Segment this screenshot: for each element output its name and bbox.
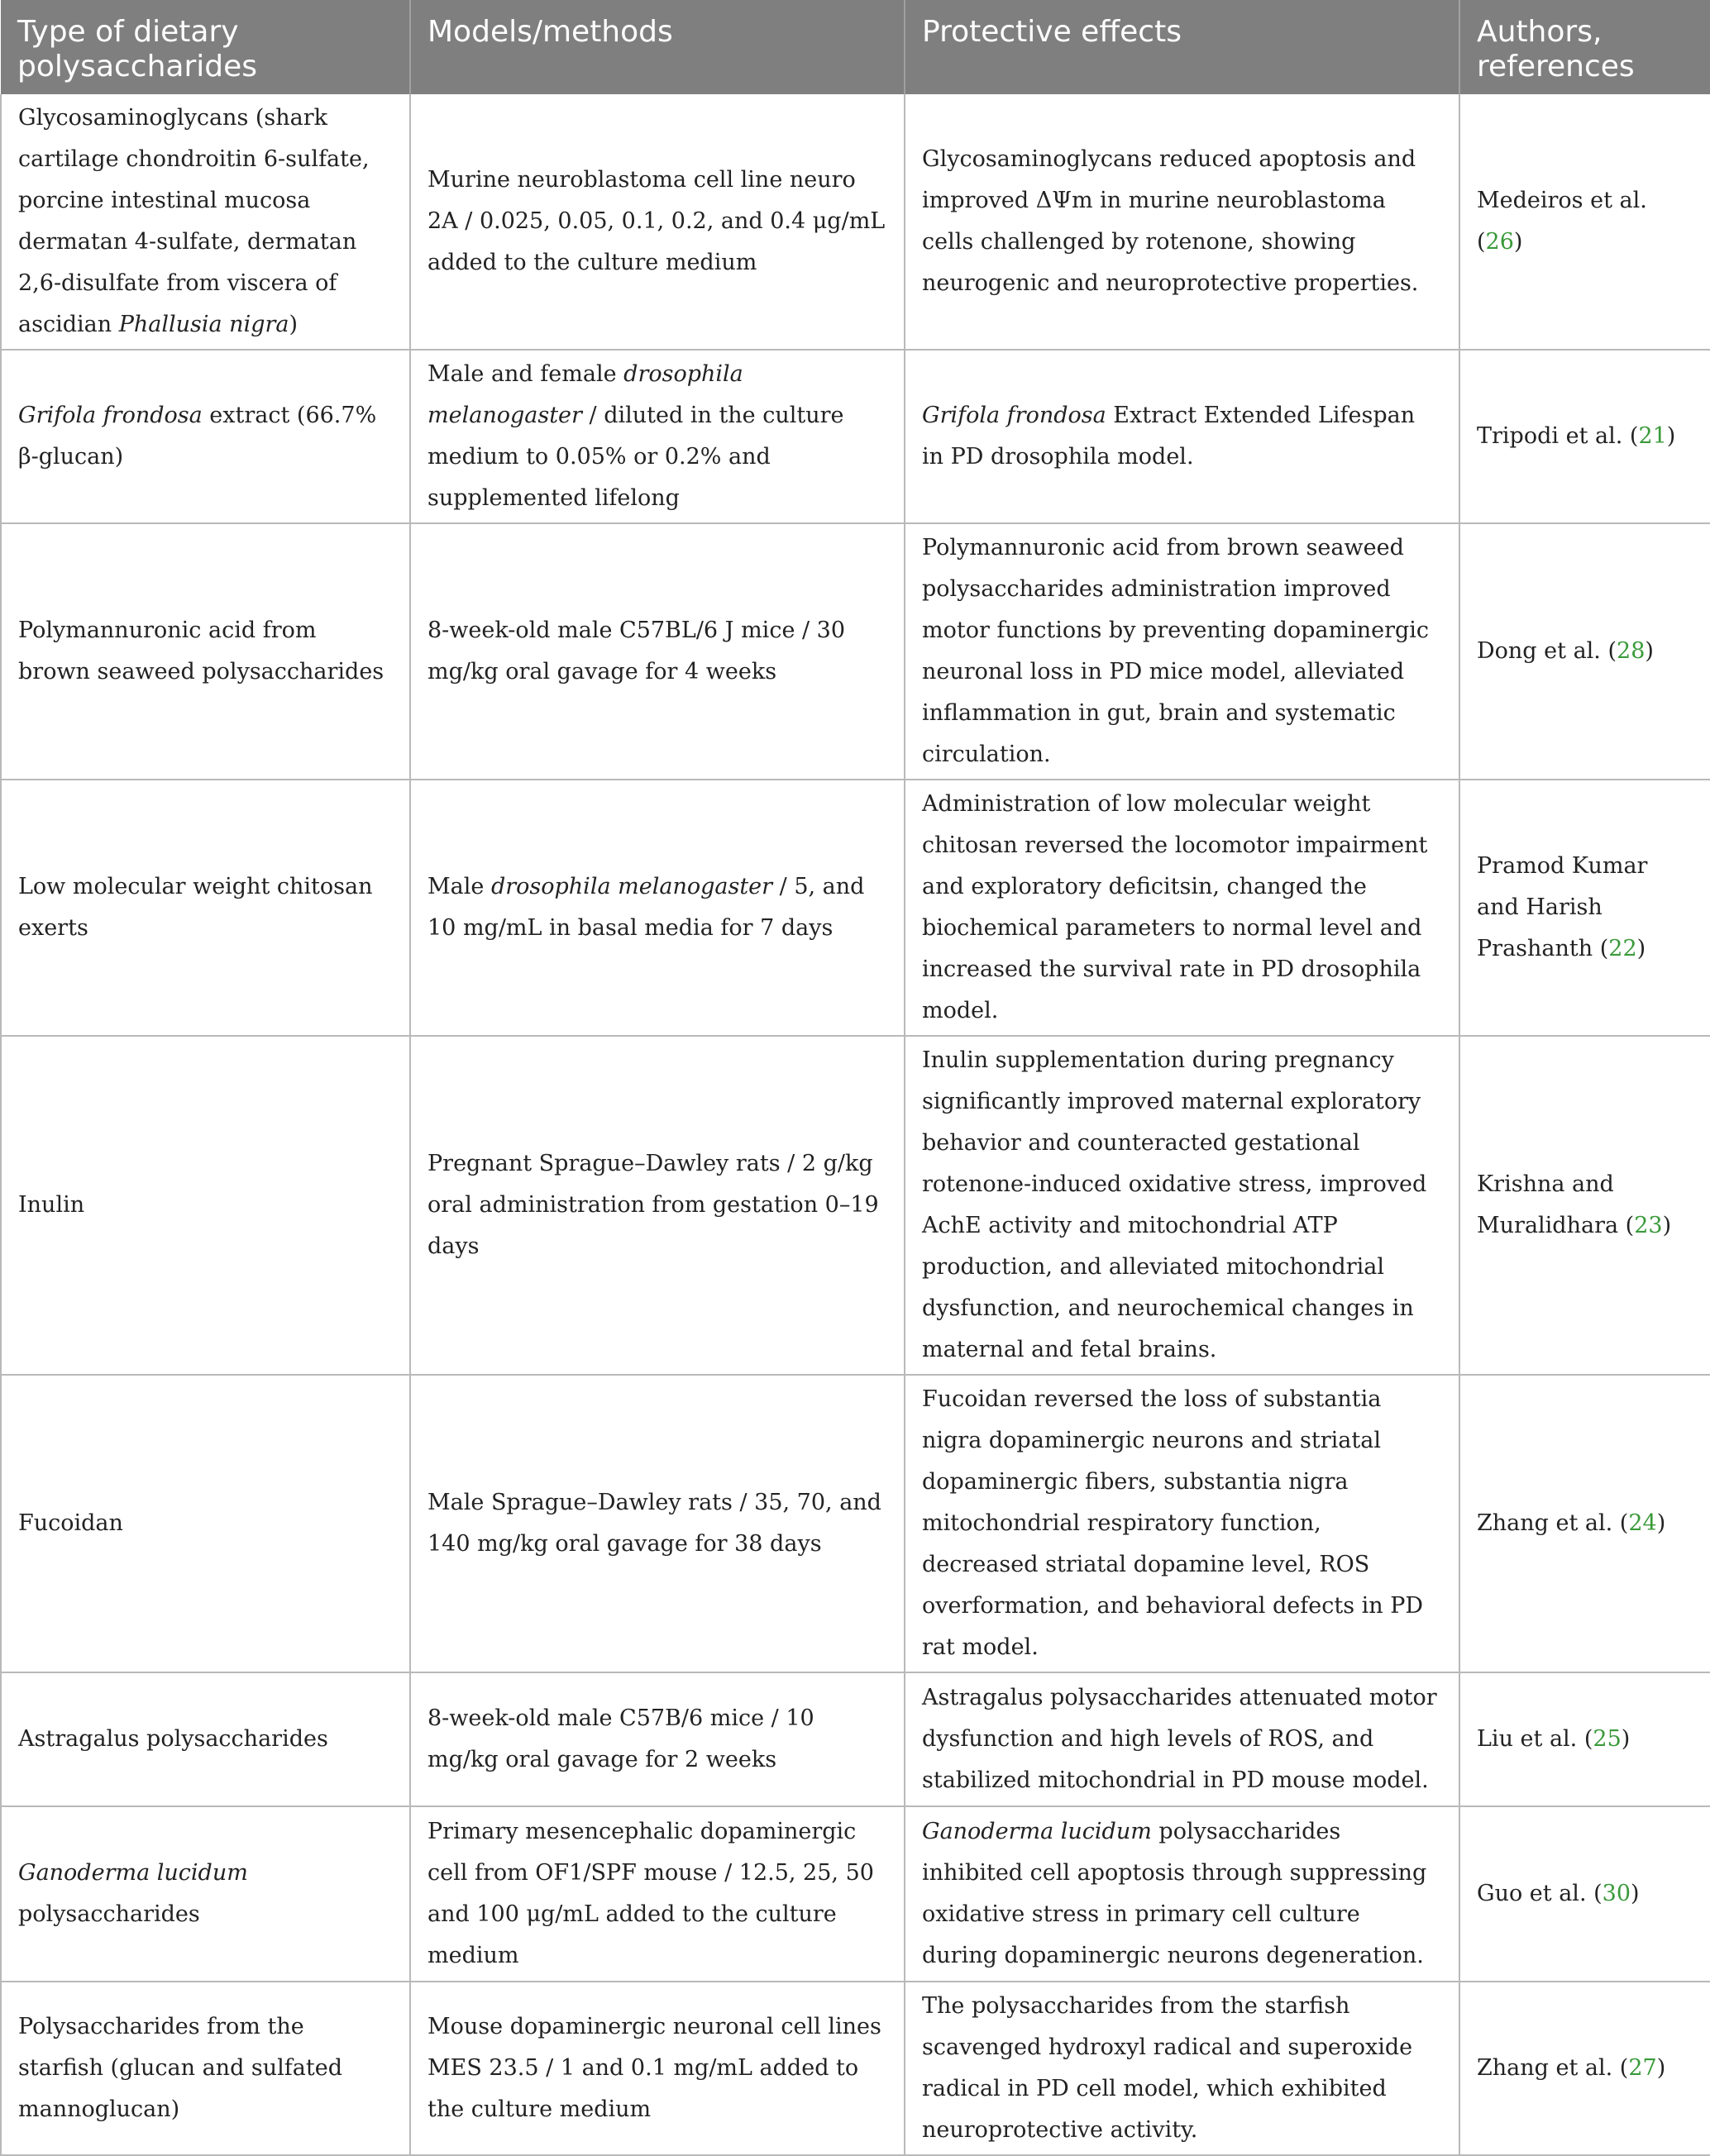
cell-effect: Astragalus polysaccharides attenuated motor dysfunction and high levels of ROS, and stabilized mitochondrial in PD mouse model.: [905, 1672, 1459, 1806]
reference-link[interactable]: 25: [1593, 1726, 1622, 1752]
cell-method: 8-week-old male C57BL/6 J mice / 30 mg/kg oral gavage for 4 weeks: [410, 523, 905, 780]
cell-effect: Inulin supplementation during pregnancy significantly improved maternal exploratory behavior and counteracted gestational rotenone-induced oxidative stress, improved AchE activity and mitochondrial ATP production, and alleviated mitochondrial dysfunction, and neurochemical changes in maternal and fetal brains.: [905, 1036, 1459, 1375]
cell-author: Zhang et al. (24): [1459, 1375, 1710, 1672]
cell-author: Liu et al. (25): [1459, 1672, 1710, 1806]
table-row: [1, 1672, 1710, 1806]
cell-effect: Grifola frondosa Extract Extended Lifespan in PD drosophila model.: [905, 350, 1459, 523]
cell-effect: Fucoidan reversed the loss of substantia nigra dopaminergic neurons and striatal dopaminergic fibers, substantia nigra mitochondrial respiratory function, decreased striatal dopamine level, ROS overformation, and behavioral defects in PD rat model.: [905, 1375, 1459, 1672]
table-row: [1, 1036, 1710, 1375]
header-effects: Protective effects: [905, 0, 1459, 94]
table-row: [1, 350, 1710, 523]
header-methods: Models/methods: [410, 0, 905, 94]
reference-link[interactable]: 21: [1638, 423, 1667, 449]
cell-type: Low molecular weight chitosan exerts: [1, 780, 410, 1036]
cell-author: Dong et al. (28): [1459, 523, 1710, 780]
cell-type: Inulin: [1, 1036, 410, 1375]
header-type: Type of dietary polysaccharides: [1, 0, 410, 94]
cell-effect: Glycosaminoglycans reduced apoptosis and improved ΔΨm in murine neuroblastoma cells challenged by rotenone, showing neurogenic and neuroprotective properties.: [905, 94, 1459, 350]
cell-method: Mouse dopaminergic neuronal cell lines MES 23.5 / 1 and 0.1 mg/mL added to the culture medium: [410, 1982, 905, 2155]
cell-method: Pregnant Sprague–Dawley rats / 2 g/kg oral administration from gestation 0–19 days: [410, 1036, 905, 1375]
cell-method: 8-week-old male C57B/6 mice / 10 mg/kg oral gavage for 2 weeks: [410, 1672, 905, 1806]
cell-author: Zhang et al. (27): [1459, 1982, 1710, 2155]
cell-author: Guo et al. (30): [1459, 1806, 1710, 1982]
header-authors: Authors, references: [1459, 0, 1710, 94]
table-row: [1, 1806, 1710, 1982]
cell-type: Ganoderma lucidum polysaccharides: [1, 1806, 410, 1982]
reference-link[interactable]: 27: [1628, 2055, 1657, 2081]
cell-author: Pramod Kumar and Harish Prashanth (22): [1459, 780, 1710, 1036]
cell-method: Murine neuroblastoma cell line neuro 2A / 0.025, 0.05, 0.1, 0.2, and 0.4 μg/mL added to the culture medium: [410, 94, 905, 350]
cell-type: Polymannuronic acid from brown seaweed polysaccharides: [1, 523, 410, 780]
cell-type: Astragalus polysaccharides: [1, 1672, 410, 1806]
cell-type: Grifola frondosa extract (66.7% β-glucan): [1, 350, 410, 523]
reference-link[interactable]: 30: [1602, 1881, 1631, 1906]
reference-link[interactable]: 23: [1634, 1213, 1663, 1238]
cell-type: Fucoidan: [1, 1375, 410, 1672]
table-row: [1, 523, 1710, 780]
reference-link[interactable]: 26: [1485, 229, 1514, 255]
cell-method: Male and female drosophila melanogaster / diluted in the culture medium to 0.05% or 0.2% and supplemented lifelong: [410, 350, 905, 523]
cell-author: Tripodi et al. (21): [1459, 350, 1710, 523]
table-row: [1, 780, 1710, 1036]
cell-effect: Polymannuronic acid from brown seaweed polysaccharides administration improved motor functions by preventing dopaminergic neuronal loss in PD mice model, alleviated inflammation in gut, brain and systematic circulation.: [905, 523, 1459, 780]
cell-effect: Ganoderma lucidum polysaccharides inhibited cell apoptosis through suppressing oxidative stress in primary cell culture during dopaminergic neurons degeneration.: [905, 1806, 1459, 1982]
cell-method: Male drosophila melanogaster / 5, and 10 mg/mL in basal media for 7 days: [410, 780, 905, 1036]
cell-type: Glycosaminoglycans (shark cartilage chondroitin 6-sulfate, porcine intestinal mucosa dermatan 4-sulfate, dermatan 2,6-disulfate from viscera of ascidian Phallusia nigra): [1, 94, 410, 350]
cell-method: Primary mesencephalic dopaminergic cell from OF1/SPF mouse / 12.5, 25, 50 and 100 μg/mL added to the culture medium: [410, 1806, 905, 1982]
table-row: [1, 1375, 1710, 1672]
reference-link[interactable]: 28: [1617, 638, 1646, 664]
cell-type: Polysaccharides from the starfish (glucan and sulfated mannoglucan): [1, 1982, 410, 2155]
table-row: [1, 94, 1710, 350]
cell-effect: Administration of low molecular weight chitosan reversed the locomotor impairment and exploratory deficitsin, changed the biochemical parameters to normal level and increased the survival rate in PD drosophila model.: [905, 780, 1459, 1036]
cell-author: Krishna and Muralidhara (23): [1459, 1036, 1710, 1375]
cell-author: Medeiros et al. (26): [1459, 94, 1710, 350]
cell-method: Male Sprague–Dawley rats / 35, 70, and 140 mg/kg oral gavage for 38 days: [410, 1375, 905, 1672]
table-header: [1, 0, 1710, 94]
reference-link[interactable]: 22: [1608, 936, 1637, 961]
cell-effect: The polysaccharides from the starfish scavenged hydroxyl radical and superoxide radical in PD cell model, which exhibited neuroprotective activity.: [905, 1982, 1459, 2155]
table-row: [1, 1982, 1710, 2155]
reference-link[interactable]: 24: [1628, 1510, 1657, 1536]
